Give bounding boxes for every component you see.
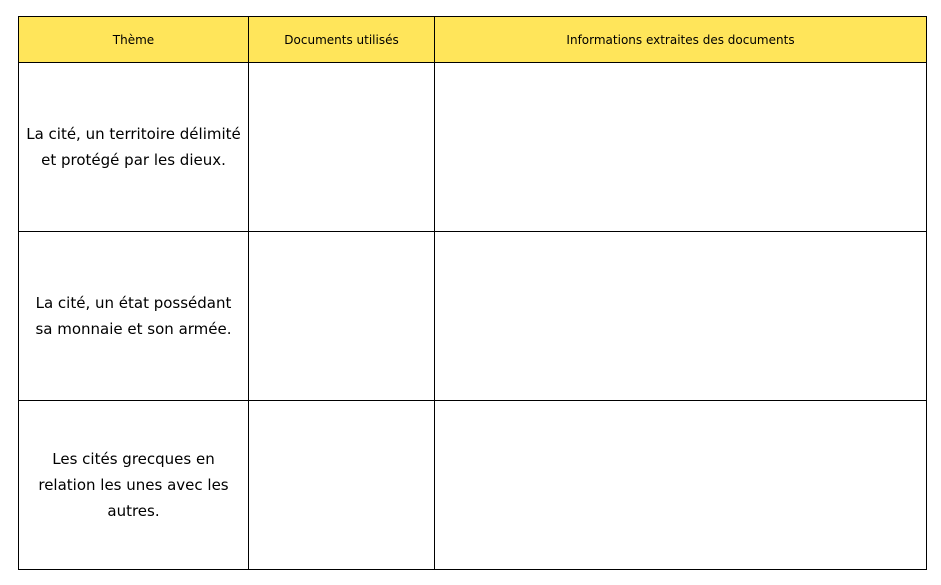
theme-table (18, 16, 927, 570)
theme-cell: La cité, un état possédant sa monnaie et son armée. (19, 232, 249, 401)
table-row (19, 232, 927, 401)
documents-cell[interactable] (249, 63, 435, 232)
documents-cell[interactable] (249, 232, 435, 401)
informations-cell[interactable] (435, 401, 927, 570)
table-header (19, 17, 927, 63)
header-documents: Documents utilisés (249, 17, 435, 63)
documents-cell[interactable] (249, 401, 435, 570)
worksheet (18, 16, 926, 569)
theme-cell: La cité, un territoire délimité et protégé par les dieux. (19, 63, 249, 232)
table-row (19, 63, 927, 232)
informations-cell[interactable] (435, 63, 927, 232)
header-row (19, 17, 927, 63)
table-row (19, 401, 927, 570)
informations-cell[interactable] (435, 232, 927, 401)
header-informations: Informations extraites des documents (435, 17, 927, 63)
header-theme: Thème (19, 17, 249, 63)
theme-cell: Les cités grecques en relation les unes avec les autres. (19, 401, 249, 570)
